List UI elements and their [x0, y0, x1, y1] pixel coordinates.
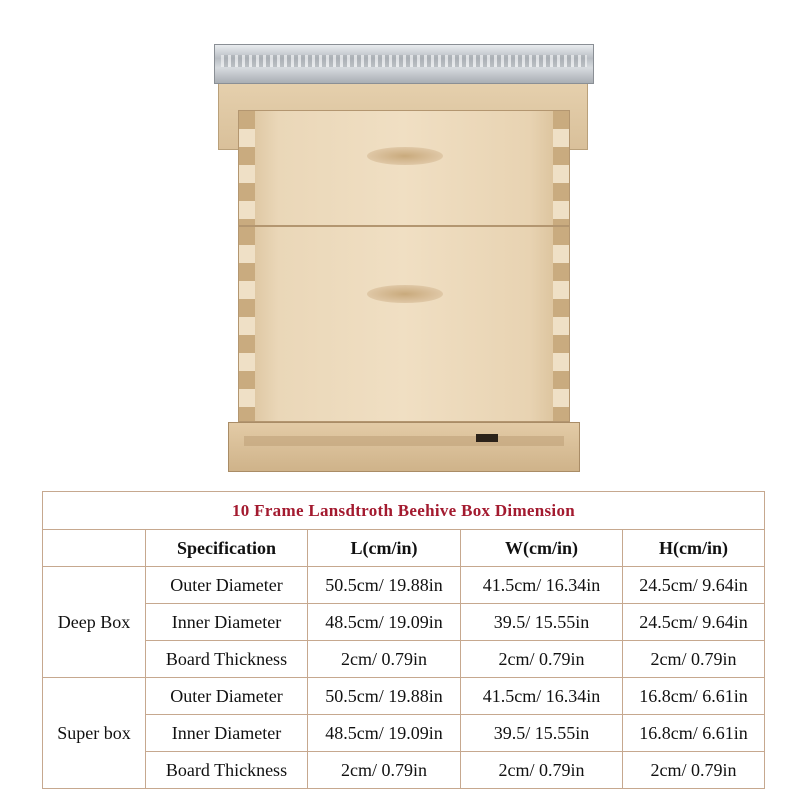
- cell-height: 2cm/ 0.79in: [623, 752, 765, 789]
- dimension-table-wrapper: [42, 491, 764, 789]
- header-specification: Specification: [146, 530, 308, 567]
- hive-lid-metal: [214, 44, 594, 84]
- box-joint-right: [553, 111, 569, 225]
- table-row: [43, 567, 765, 604]
- cell-length: 2cm/ 0.79in: [308, 641, 461, 678]
- cell-spec: Outer Diameter: [146, 678, 308, 715]
- cell-length: 48.5cm/ 19.09in: [308, 715, 461, 752]
- header-width: W(cm/in): [461, 530, 623, 567]
- table-row: [43, 604, 765, 641]
- table-title: 10 Frame Lansdtroth Beehive Box Dimension: [43, 492, 765, 530]
- hand-hold: [367, 285, 443, 303]
- cell-length: 48.5cm/ 19.09in: [308, 604, 461, 641]
- group-deep-box: Deep Box: [43, 567, 146, 678]
- group-super-box: Super box: [43, 678, 146, 789]
- hand-hold: [367, 147, 443, 165]
- cell-height: 24.5cm/ 9.64in: [623, 567, 765, 604]
- header-length: L(cm/in): [308, 530, 461, 567]
- cell-spec: Board Thickness: [146, 752, 308, 789]
- table-row: [43, 715, 765, 752]
- header-row: [43, 530, 765, 567]
- cell-length: 2cm/ 0.79in: [308, 752, 461, 789]
- cell-spec: Inner Diameter: [146, 715, 308, 752]
- hive-box-upper: [238, 110, 570, 226]
- cell-height: 16.8cm/ 6.61in: [623, 715, 765, 752]
- cell-height: 16.8cm/ 6.61in: [623, 678, 765, 715]
- hive-bottom-board: [228, 422, 580, 472]
- cell-height: 2cm/ 0.79in: [623, 641, 765, 678]
- cell-width: 2cm/ 0.79in: [461, 752, 623, 789]
- title-row: [43, 492, 765, 530]
- cell-width: 41.5cm/ 16.34in: [461, 567, 623, 604]
- cell-length: 50.5cm/ 19.88in: [308, 567, 461, 604]
- header-height: H(cm/in): [623, 530, 765, 567]
- cell-height: 24.5cm/ 9.64in: [623, 604, 765, 641]
- hive-base-slot: [244, 436, 564, 446]
- cell-width: 2cm/ 0.79in: [461, 641, 623, 678]
- box-joint-right: [553, 227, 569, 421]
- cell-length: 50.5cm/ 19.88in: [308, 678, 461, 715]
- cell-spec: Outer Diameter: [146, 567, 308, 604]
- table-row: [43, 752, 765, 789]
- cell-width: 39.5/ 15.55in: [461, 715, 623, 752]
- cell-width: 41.5cm/ 16.34in: [461, 678, 623, 715]
- hive-entrance: [476, 434, 498, 442]
- cell-spec: Inner Diameter: [146, 604, 308, 641]
- cell-spec: Board Thickness: [146, 641, 308, 678]
- box-joint-left: [239, 227, 255, 421]
- dimension-table: [42, 491, 765, 789]
- hive-box-lower: [238, 226, 570, 422]
- cell-width: 39.5/ 15.55in: [461, 604, 623, 641]
- beehive-image: [214, 44, 594, 474]
- table-row: [43, 678, 765, 715]
- header-empty: [43, 530, 146, 567]
- box-joint-left: [239, 111, 255, 225]
- table-row: [43, 641, 765, 678]
